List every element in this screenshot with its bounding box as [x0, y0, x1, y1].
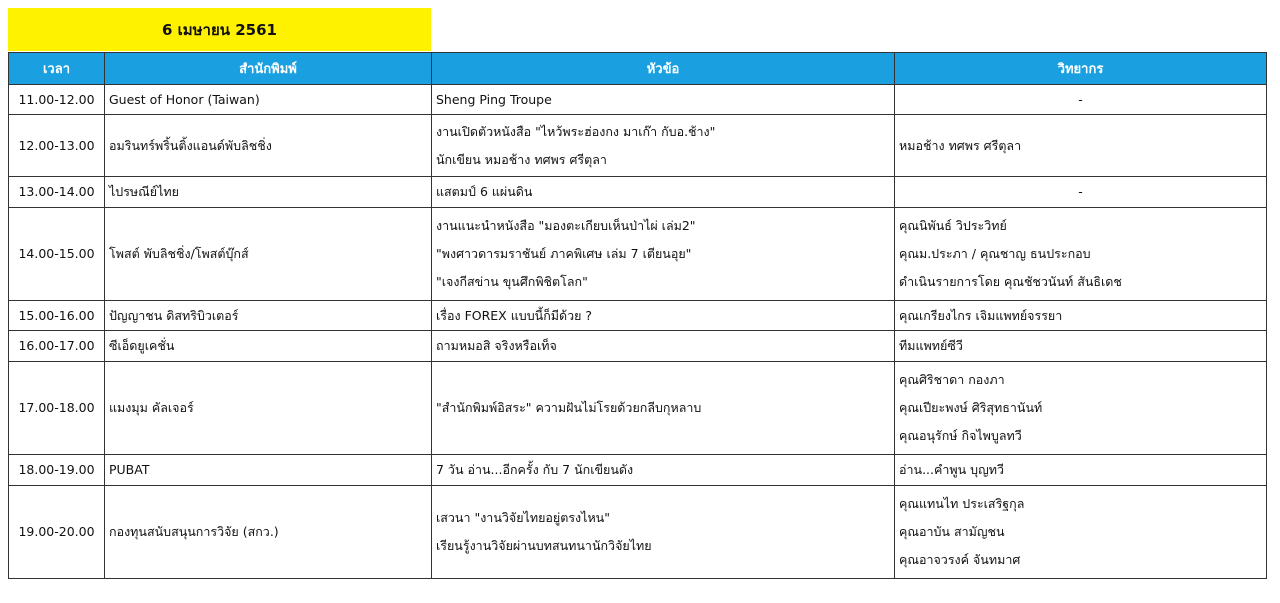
- cell-time: 15.00-16.00: [9, 301, 105, 331]
- table-row: [9, 301, 1267, 331]
- cell-time: 12.00-13.00: [9, 115, 105, 177]
- cell-topic: [432, 208, 895, 301]
- table-row: [9, 486, 1267, 579]
- cell-time: 14.00-15.00: [9, 208, 105, 301]
- topic-line: "พงศาวดารมราชันย์ ภาคพิเศษ เล่ม 7 เตียนอุย": [436, 246, 692, 261]
- speaker-line: ทีมแพทย์ซีวี: [899, 338, 963, 353]
- speaker-line: -: [1078, 91, 1083, 107]
- cell-topic: [432, 455, 895, 486]
- cell-publisher: ไปรษณีย์ไทย: [105, 177, 432, 208]
- header-time: เวลา: [9, 53, 105, 85]
- speaker-line: คุณนิพันธ์ วิประวิทย์: [899, 218, 1007, 233]
- cell-publisher: PUBAT: [105, 455, 432, 486]
- cell-topic: [432, 362, 895, 455]
- speaker-line: คุณม.ประภา / คุณชาญ ธนประกอบ: [899, 246, 1091, 261]
- topic-line: เรียนรู้งานวิจัยผ่านบทสนทนานักวิจัยไทย: [436, 538, 652, 553]
- cell-time: 18.00-19.00: [9, 455, 105, 486]
- table-row: [9, 455, 1267, 486]
- topic-line: "สำนักพิมพ์อิสระ" ความฝันไม่โรยด้วยกลีบกุหลาบ: [436, 400, 702, 415]
- date-banner: 6 เมษายน 2561: [8, 8, 431, 51]
- cell-time: 13.00-14.00: [9, 177, 105, 208]
- speaker-line: อ่าน...คำพูน บุญทวี: [899, 462, 1004, 477]
- topic-line: "เจงกีสข่าน ขุนศึกพิชิตโลก": [436, 274, 588, 289]
- cell-publisher: ซีเอ็ดยูเคชั่น: [105, 331, 432, 362]
- cell-publisher: อมรินทร์พริ้นติ้งแอนด์พับลิชชิ่ง: [105, 115, 432, 177]
- topic-line: เสวนา "งานวิจัยไทยอยู่ตรงไหน": [436, 510, 610, 525]
- topic-line: Sheng Ping Troupe: [436, 91, 552, 107]
- cell-speaker: [895, 331, 1267, 362]
- topic-line: ถามหมอสิ จริงหรือเท็จ: [436, 338, 557, 353]
- topic-line: งานแนะนำหนังสือ "มองตะเกียบเห็นป่าไผ่ เล่ม2": [436, 218, 696, 233]
- cell-speaker: [895, 208, 1267, 301]
- cell-topic: [432, 115, 895, 177]
- cell-time: 16.00-17.00: [9, 331, 105, 362]
- header-row: [9, 53, 1267, 85]
- topic-line: 7 วัน อ่าน...อีกครั้ง กับ 7 นักเขียนดัง: [436, 462, 634, 477]
- speaker-line: คุณเกรียงไกร เจิมแพทย์จรรยา: [899, 307, 1063, 323]
- cell-topic: [432, 301, 895, 331]
- cell-publisher: Guest of Honor (Taiwan): [105, 85, 432, 115]
- speaker-line: คุณเปียะพงษ์ ศิริสุทธานันท์: [899, 400, 1043, 415]
- speaker-line: คุณศิริชาดา กองภา: [899, 372, 1005, 387]
- cell-speaker: [895, 115, 1267, 177]
- cell-topic: [432, 85, 895, 115]
- table-row: [9, 85, 1267, 115]
- cell-time: 11.00-12.00: [9, 85, 105, 115]
- speaker-line: คุณอนุรักษ์ กิจไพบูลทวี: [899, 428, 1022, 443]
- cell-publisher: โพสต์ พับลิชชิ่ง/โพสต์บุ๊กส์: [105, 208, 432, 301]
- table-row: [9, 331, 1267, 362]
- schedule-table: [8, 52, 1267, 579]
- topic-line: นักเขียน หมอช้าง ทศพร ศรีตุลา: [436, 151, 607, 167]
- table-row: [9, 208, 1267, 301]
- table-row: [9, 177, 1267, 208]
- cell-publisher: ปัญญาชน ดิสทริบิวเตอร์: [105, 301, 432, 331]
- cell-speaker: [895, 362, 1267, 455]
- header-speaker: วิทยากร: [895, 53, 1267, 85]
- topic-line: เรื่อง FOREX แบบนี้ก็มีด้วย ?: [436, 307, 593, 323]
- cell-time: 19.00-20.00: [9, 486, 105, 579]
- cell-speaker: [895, 301, 1267, 331]
- header-topic: หัวข้อ: [432, 53, 895, 85]
- cell-publisher: แมงมุม คัลเจอร์: [105, 362, 432, 455]
- speaker-line: คุณแทนไท ประเสริฐกุล: [899, 496, 1025, 511]
- cell-speaker: [895, 455, 1267, 486]
- cell-speaker: [895, 486, 1267, 579]
- cell-speaker: [895, 85, 1267, 115]
- topic-line: งานเปิดตัวหนังสือ "ไหว้พระฮ่องกง มาเก๊า กับอ.ช้าง": [436, 123, 716, 139]
- speaker-line: คุณอาบัน สามัญชน: [899, 524, 1005, 539]
- table-row: [9, 115, 1267, 177]
- speaker-line: หมอช้าง ทศพร ศรีตุลา: [899, 137, 1022, 153]
- header-publisher: สำนักพิมพ์: [105, 53, 432, 85]
- cell-topic: [432, 331, 895, 362]
- cell-topic: [432, 486, 895, 579]
- table-row: [9, 362, 1267, 455]
- cell-time: 17.00-18.00: [9, 362, 105, 455]
- cell-publisher: กองทุนสนับสนุนการวิจัย (สกว.): [105, 486, 432, 579]
- topic-line: แสตมป์ 6 แผ่นดิน: [436, 184, 533, 199]
- cell-topic: [432, 177, 895, 208]
- speaker-line: ดำเนินรายการโดย คุณชัชวนันท์ สันธิเดช: [899, 274, 1122, 289]
- speaker-line: คุณอาจวรงค์ จันทมาศ: [899, 552, 1021, 567]
- speaker-line: -: [1078, 184, 1083, 199]
- cell-speaker: [895, 177, 1267, 208]
